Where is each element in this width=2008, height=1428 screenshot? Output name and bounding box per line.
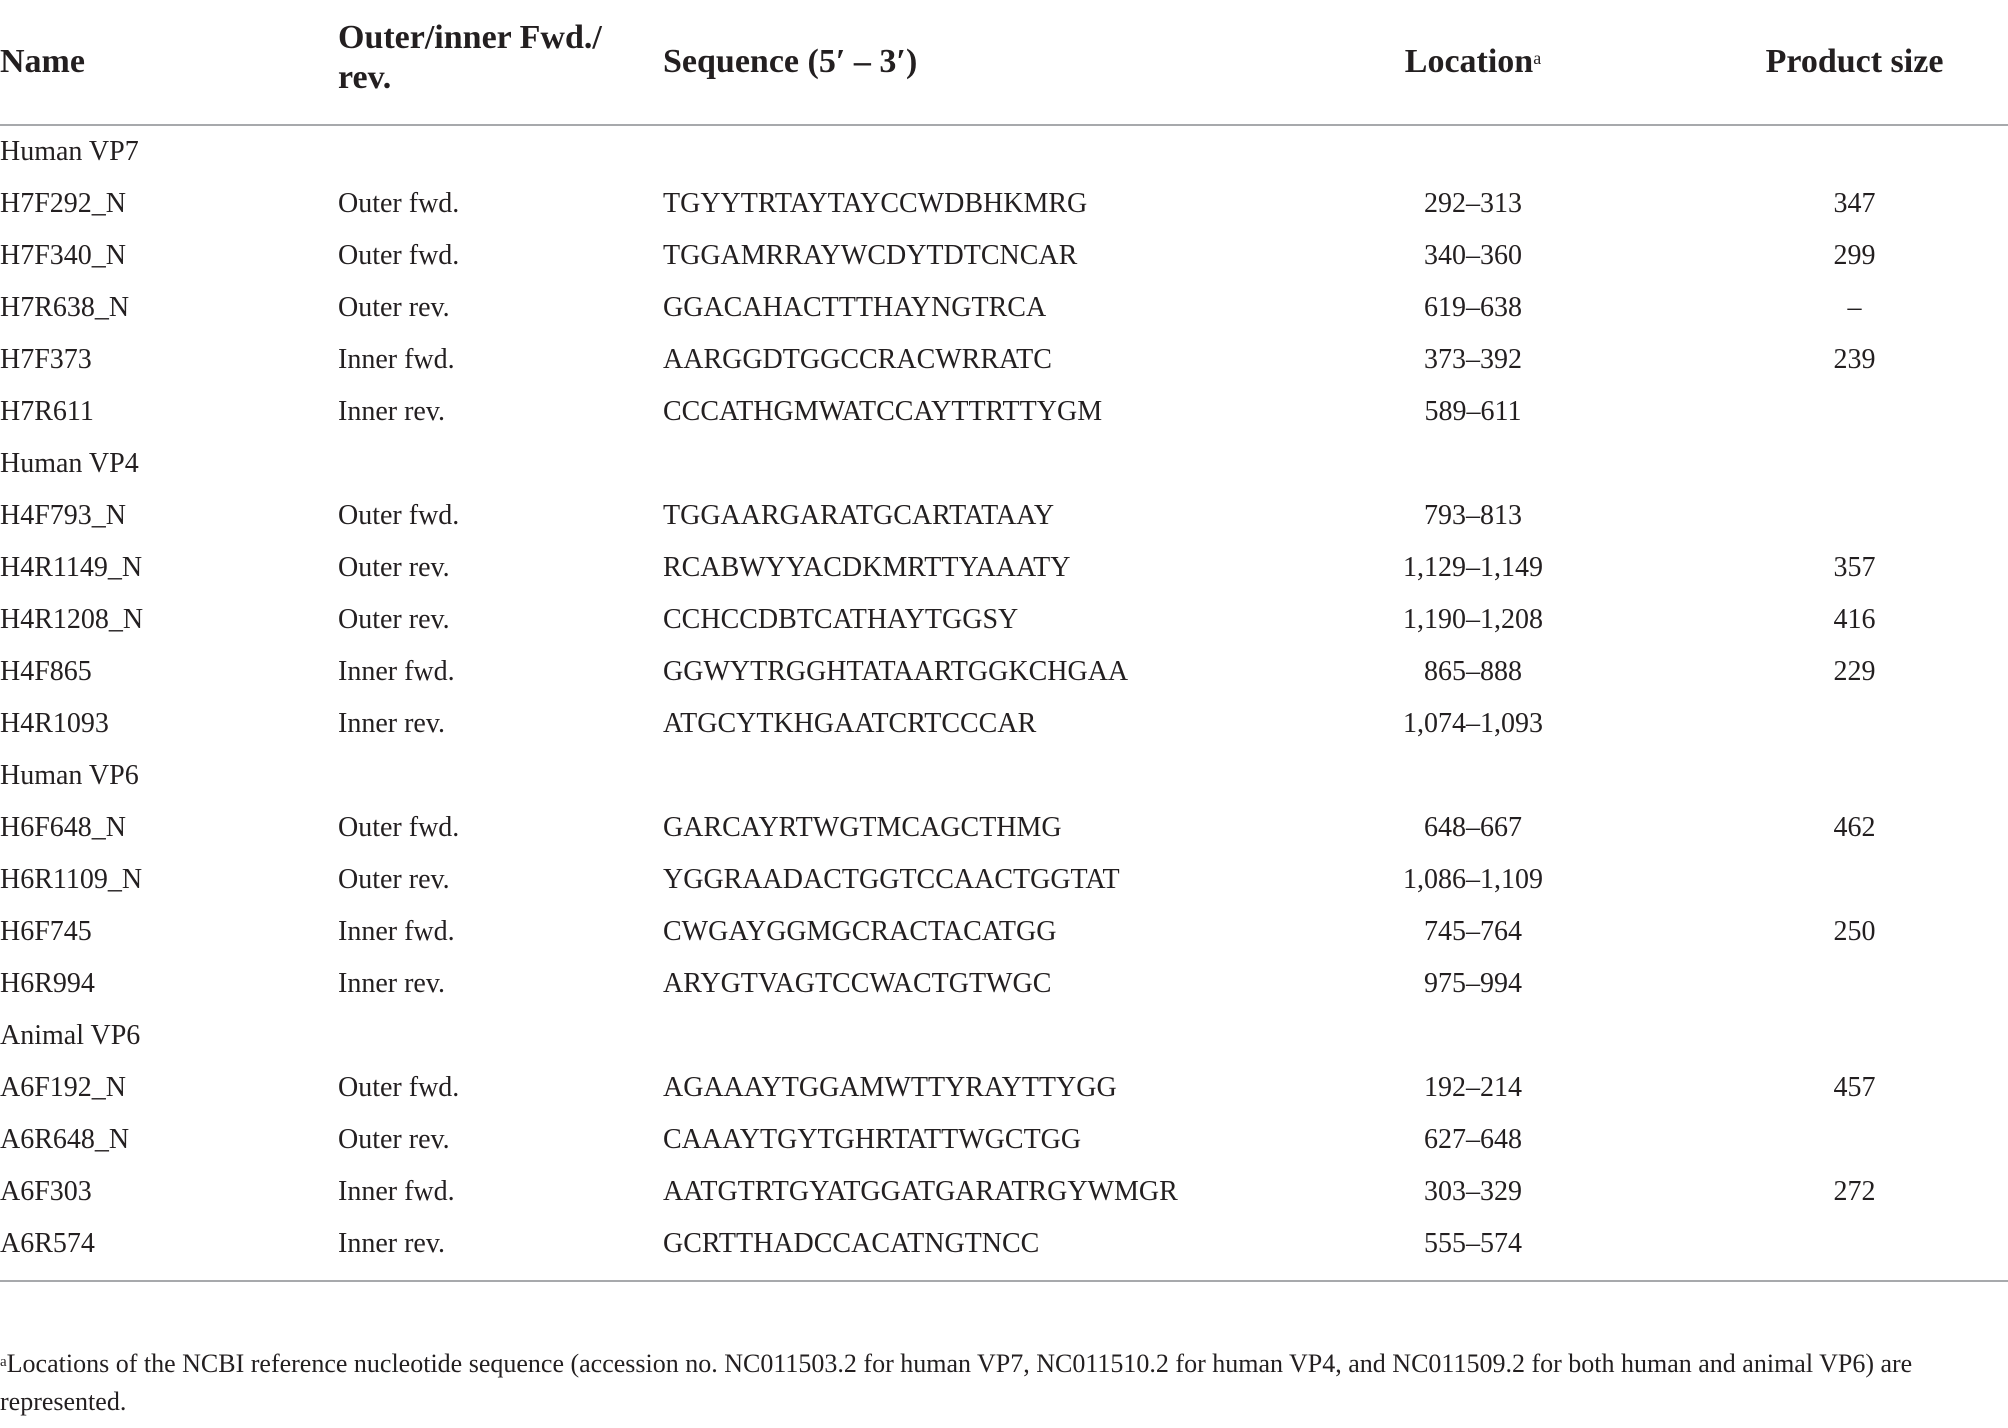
table-row (0, 854, 2008, 906)
cell-name: H4R1208_N (0, 604, 144, 635)
cell-product-size: 229 (1833, 656, 1876, 687)
cell-name: A6R574 (0, 1218, 338, 1281)
cell-product-size: 347 (1833, 188, 1876, 219)
cell-direction: Outer fwd. (338, 500, 460, 531)
cell-name: H4R1149_N (0, 552, 143, 583)
table-row (0, 490, 2008, 542)
table-row (0, 958, 2008, 1010)
cell-sequence: GCRTTHADCCACATNGTNCC (663, 1218, 1323, 1281)
cell-sequence: ATGCYTKHGAATCRTCCCAR (663, 708, 1037, 739)
cell-name: H7F340_N (0, 240, 127, 271)
cell-product-size (1707, 958, 2008, 1010)
cell-location: 340–360 (1424, 240, 1522, 271)
cell-sequence: GARCAYRTWGTMCAGCTHMG (663, 812, 1062, 843)
cell-direction: Outer rev. (338, 552, 450, 583)
cell-sequence: GGWYTRGGHTATAARTGGKCHGAA (663, 656, 1129, 687)
cell-direction: Outer rev. (338, 1124, 450, 1155)
cell-location: 589–611 (1424, 396, 1522, 427)
table-body (0, 125, 2008, 1281)
header-location (1323, 0, 1707, 125)
cell-name: H4R1093 (0, 708, 109, 739)
cell-name: A6R648_N (0, 1124, 130, 1155)
cell-location: 648–667 (1424, 812, 1522, 843)
cell-direction: Outer fwd. (338, 188, 460, 219)
table-row (0, 334, 2008, 386)
cell-name: A6F192_N (0, 1072, 127, 1103)
group-row (0, 438, 2008, 490)
table-row (0, 1062, 2008, 1114)
header-direction-line2: rev. (338, 59, 392, 96)
cell-sequence: ARYGTVAGTCCWACTGTWGC (663, 968, 1052, 999)
cell-product-size: 239 (1833, 344, 1876, 375)
group-row (0, 125, 2008, 178)
group-row (0, 750, 2008, 802)
cell-name: H7F292_N (0, 188, 127, 219)
cell-sequence: TGYYTRTAYTAYCCWDBHKMRG (663, 188, 1088, 219)
cell-location: 373–392 (1424, 344, 1522, 375)
cell-sequence: TGGAARGARATGCARTATAAY (663, 500, 1055, 531)
cell-product-size (1707, 1114, 2008, 1166)
header-sequence: Sequence (5′ – 3′) (663, 0, 1323, 125)
cell-location: 975–994 (1424, 968, 1522, 999)
cell-direction: Outer fwd. (338, 240, 460, 271)
cell-sequence: GGACAHACTTTHAYNGTRCA (663, 292, 1047, 323)
group-label: Human VP6 (0, 760, 139, 791)
cell-sequence: AARGGDTGGCCRACWRRATC (663, 344, 1052, 375)
cell-direction: Inner fwd. (338, 656, 455, 687)
cell-product-size: 299 (1833, 240, 1876, 271)
header-location-label: Location (1404, 43, 1534, 80)
cell-sequence: CAAAYTGYTGHRTATTWGCTGG (663, 1124, 1082, 1155)
header-row (0, 0, 2008, 125)
header-name: Name (0, 0, 338, 125)
cell-name: H4F793_N (0, 500, 127, 531)
header-direction-line1: Outer/inner Fwd./ (338, 19, 602, 56)
header-product-size: Product size (1707, 0, 2008, 125)
cell-sequence: TGGAMRRAYWCDYTDTCNCAR (663, 240, 1078, 271)
cell-product-size (1707, 1218, 2008, 1281)
cell-sequence: RCABWYYACDKMRTTYAAATY (663, 552, 1071, 583)
group-row (0, 1010, 2008, 1062)
table-row (0, 1218, 2008, 1281)
table-row (0, 1114, 2008, 1166)
cell-product-size: 250 (1833, 916, 1876, 947)
cell-location: 1,086–1,109 (1403, 864, 1543, 895)
cell-location: 1,129–1,149 (1403, 552, 1543, 583)
table-row (0, 802, 2008, 854)
group-label: Human VP4 (0, 448, 139, 479)
table-row (0, 646, 2008, 698)
footnote-mark: a (0, 1354, 7, 1370)
table-row (0, 594, 2008, 646)
cell-product-size: – (1847, 292, 1862, 323)
cell-sequence: CCCATHGMWATCCAYTTRTTYGM (663, 396, 1103, 427)
cell-product-size (1707, 854, 2008, 906)
cell-location: 192–214 (1424, 1072, 1522, 1103)
cell-sequence: YGGRAADACTGGTCCAACTGGTAT (663, 864, 1120, 895)
cell-product-size: 357 (1833, 552, 1876, 583)
cell-name: A6F303 (0, 1176, 92, 1207)
header-direction (338, 0, 663, 125)
cell-location: 1,190–1,208 (1403, 604, 1543, 635)
cell-sequence: AATGTRTGYATGGATGARATRGYWMGR (663, 1176, 1178, 1207)
cell-location: 619–638 (1424, 292, 1522, 323)
cell-sequence: CWGAYGGMGCRACTACATGG (663, 916, 1057, 947)
cell-location: 627–648 (1424, 1124, 1522, 1155)
table-row (0, 698, 2008, 750)
cell-location: 793–813 (1424, 500, 1522, 531)
cell-name: H7F373 (0, 344, 92, 375)
cell-direction: Inner fwd. (338, 916, 455, 947)
cell-direction: Outer fwd. (338, 812, 460, 843)
cell-product-size (1707, 698, 2008, 750)
cell-name: H6R1109_N (0, 864, 143, 895)
cell-location: 555–574 (1323, 1218, 1707, 1281)
cell-product-size: 457 (1833, 1072, 1876, 1103)
table-row (0, 1166, 2008, 1218)
table-header (0, 0, 2008, 125)
table-row (0, 386, 2008, 438)
cell-direction: Inner rev. (338, 396, 446, 427)
cell-name: H6F745 (0, 916, 92, 947)
cell-sequence: AGAAAYTGGAMWTTYRAYTTYGG (663, 1072, 1117, 1103)
cell-location: 303–329 (1424, 1176, 1522, 1207)
cell-location: 292–313 (1424, 188, 1522, 219)
cell-name: H7R611 (0, 396, 94, 427)
cell-direction: Inner fwd. (338, 1176, 455, 1207)
footnote-text: Locations of the NCBI reference nucleotide sequence (accession no. NC011503.2 for human VP7, NC011510.2 for human VP4, and NC011509.2 for both human and animal VP6) are represented. (0, 1349, 1913, 1416)
cell-product-size: 416 (1833, 604, 1876, 635)
cell-product-size (1707, 490, 2008, 542)
cell-direction: Outer fwd. (338, 1072, 460, 1103)
table-row (0, 282, 2008, 334)
cell-direction: Inner rev. (338, 1218, 663, 1281)
table-footnote (0, 1345, 2000, 1421)
cell-name: H4F865 (0, 656, 92, 687)
cell-sequence: CCHCCDBTCATHAYTGGSY (663, 604, 1019, 635)
group-label: Human VP7 (0, 136, 139, 167)
cell-location: 745–764 (1424, 916, 1522, 947)
table-row (0, 542, 2008, 594)
cell-direction: Outer rev. (338, 292, 450, 323)
cell-direction: Inner rev. (338, 708, 446, 739)
cell-product-size (1707, 386, 2008, 438)
cell-direction: Outer rev. (338, 604, 450, 635)
cell-product-size: 462 (1833, 812, 1876, 843)
group-label: Animal VP6 (0, 1020, 141, 1051)
cell-location: 865–888 (1424, 656, 1522, 687)
cell-direction: Outer rev. (338, 864, 450, 895)
table-row (0, 906, 2008, 958)
cell-product-size: 272 (1833, 1176, 1876, 1207)
header-location-footnote-mark: a (1533, 48, 1542, 68)
cell-name: H7R638_N (0, 292, 130, 323)
table-row (0, 178, 2008, 230)
cell-direction: Inner fwd. (338, 344, 455, 375)
cell-direction: Inner rev. (338, 968, 446, 999)
table-row (0, 230, 2008, 282)
cell-location: 1,074–1,093 (1403, 708, 1543, 739)
cell-name: H6R994 (0, 968, 95, 999)
cell-name: H6F648_N (0, 812, 127, 843)
